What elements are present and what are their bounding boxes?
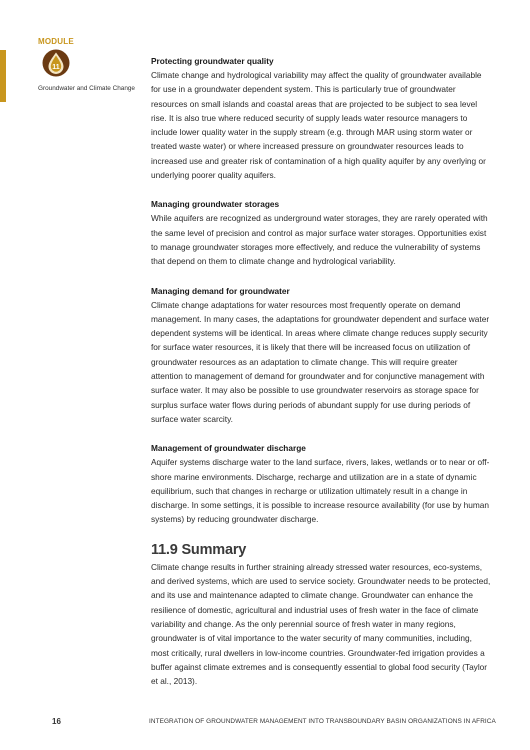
module-number: 11 xyxy=(52,64,60,71)
section-heading: Managing demand for groundwater xyxy=(151,285,290,296)
summary-title: 11.9 Summary xyxy=(151,541,247,558)
section-body: Climate change adaptations for water resources most frequently operate on demand management. In many cases, the adaptations for groundwater dependent and surface water dependent systems will be identical. In areas where climate change reduces supply security for surface water resources, it is likely that there will be increased focus on utilization of groundwater resources as an adaptation to climate change. This will require greater attention to management of demand for groundwater and for conjunctive management with surface water. It may also be possible to use groundwater reservoirs as storage space for surplus surface water flows during periods of abundant supply for use during periods of surface water scarcity. xyxy=(151,299,490,424)
section-body: While aquifers are recognized as underground water storages, they are rarely operated with the same level of precision and control as major surface water storages. Opportunities exist to manage groundwater storages more effectively, and reduce the vulnerability of systems that depend on them to climate change and hydrological variability. xyxy=(151,213,488,267)
section-heading: Managing groundwater storages xyxy=(151,199,280,210)
summary-body: Climate change results in further straining already stressed water resources, eco-systems, and derived systems, which are used to service society. Groundwater needs to be protected, and its use and maintenance adapted to climate change. Groundwater can enhance the resilience of domestic, agricultural and industrial uses of fresh water in the face of climate variability and change. As the only perennial source of fresh water in many regions, groundwater is of vital importance to the water security of many communities, including, most critically, rural dwellers in low-income countries. Groundwater-fed irrigation provides a buffer against climate extremes and is consequently essential to global food security (Taylor et al., 2013). xyxy=(151,561,491,687)
footer-title: INTEGRATION OF GROUNDWATER MANAGEMENT INTO TRANSBOUNDARY BASIN ORGANIZATIONS IN AFRICA xyxy=(149,718,496,725)
section-managing-demand xyxy=(151,284,491,427)
section-protecting-quality xyxy=(151,54,491,182)
module-accent-bar xyxy=(0,50,6,102)
water-drop-icon xyxy=(42,49,70,77)
section-heading: Protecting groundwater quality xyxy=(151,56,274,66)
module-label: MODULE xyxy=(38,37,74,46)
section-discharge xyxy=(151,441,491,526)
page-number: 16 xyxy=(52,717,61,726)
section-body: Climate change and hydrological variability may affect the quality of groundwater available for use in a groundwater dependent system. This is particularly true of groundwater resources on small islands and coastal areas that are projected to be subject to sea level rise. It is also true where reduced security of supply leads water resource managers to include lower quality water in the supply stream (e.g. through MAR using storm water or treated waste water) or where increased pressure on groundwater resources leads to increased use and greater risk of contamination of a high quality aquifer by any overlying or underlying poorer quality aquifers. xyxy=(151,70,486,181)
section-heading: Management of groundwater discharge xyxy=(151,443,306,454)
main-content xyxy=(151,54,491,688)
module-name: Groundwater and Climate Change xyxy=(38,85,135,92)
section-body: Aquifer systems discharge water to the land surface, rivers, lakes, wetlands or to near or off-shore marine environments. Discharge, recharge and utilization are in a state of dynamic equilibrium, such that changes in recharge or utilization ultimately result in a change in discharge. In some settings, it is possible to increase resource availability (for use by human systems) by reducing groundwater discharge. xyxy=(151,457,490,525)
section-managing-storages xyxy=(151,197,491,268)
